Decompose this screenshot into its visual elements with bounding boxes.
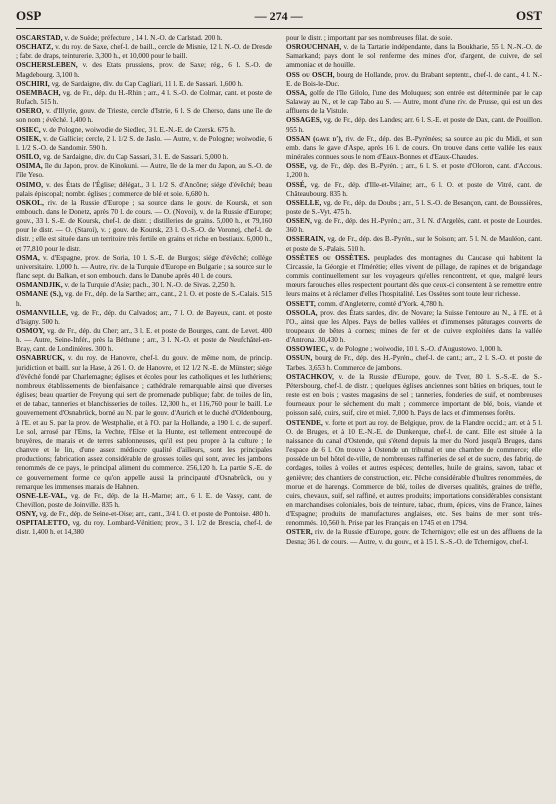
entry-text: v. de la Turquie d'Asie; pach., 30 l. N.-O. de Sivas. 2,250 h. bbox=[62, 281, 236, 290]
entry-text: bourg de Fr., dép. des H.-Pyrén., chef-l. de cant.; arr., 2 l. S.-O. et poste de Tarbes. 3,653 h. Commerce de jambons. bbox=[286, 354, 542, 372]
entry-text: bourg de Hollande, prov. du Brabant septentr., chef-l. de cant., 4 l. N.-E. de Bois-le-Duc. bbox=[286, 70, 542, 88]
entry-headword: OSIEK, bbox=[16, 134, 42, 143]
dictionary-entry bbox=[286, 300, 542, 309]
dictionary-entry bbox=[286, 34, 542, 43]
dictionary-entry bbox=[286, 71, 542, 89]
dictionary-entry bbox=[16, 309, 272, 327]
dictionary-entry bbox=[16, 61, 272, 79]
entry-headword: OSCARSTAD, bbox=[16, 34, 63, 42]
entry-headword: OSSÉ, bbox=[286, 180, 307, 189]
entry-headword: OSSETT, bbox=[286, 299, 316, 308]
dictionary-entry bbox=[16, 354, 272, 491]
entry-text: golfe de l'île Gilolo, l'une des Moluques; son entrée est déterminée par le cap Salaway au N., et le cap Tabo au S. — Autre, mont d'une riv. de Prusse, qui est un des affluens de la Vistule. bbox=[286, 88, 542, 116]
dictionary-entry bbox=[16, 34, 272, 43]
dictionary-entry bbox=[16, 80, 272, 89]
entry-text: vg. de Fr., dép. du H.-Rhin ; arr., 4 l. S.-O. de Colmar, cant. et poste de Rufach. 515 h. bbox=[16, 88, 272, 107]
entry-headword: OSIEC, bbox=[16, 125, 41, 134]
entry-text: v. de Pologne, woiwodie de Siedlec, 3 l. E.-N.-E. de Czersk. 675 h. bbox=[40, 125, 236, 134]
entry-text: pour le distr. ; important par ses nombreuses filat. de soie. bbox=[286, 34, 453, 42]
page-number: — 274 — bbox=[254, 9, 303, 23]
dictionary-entry bbox=[286, 235, 542, 253]
entry-headword: OSTENDE, bbox=[286, 418, 323, 427]
entry-headword: OSSELLE, bbox=[286, 198, 322, 207]
entry-text: vg. de Sardaigne, div. du Cap Sassari, 3 l. E. de Sassari. 5,000 h. bbox=[41, 153, 229, 162]
entry-text: v. de la Russie d'Europe, gouv. de Tver, 80 l. S.-S.-E. de S.-Pétersbourg, chef-l. de distr. ; quelques églises anciennes sont bâties en briques, tout le reste est en bois ; vastes magasins de sel ; tanneries, fonderies de suif, et nombreuses fourneaux pour le séchement du malt ; commerce important de blé, bois, viande et poisson salé, cuirs, suif, cire et miel. 7,000 h. Pays de lacs et d'immenses forêts. bbox=[286, 372, 542, 418]
entry-text: v. du roy. de Hanovre, chef-l. du gouv. de même nom, de princip. juridiction et baill. sur la Hase, à 26 l. O. de Hanovre, et 12 1/2 N.-E. de Münster; siége d'évêché fondé par Charlemagne; églises et écoles pour les catholiques et les luthériens; nombreux établissements de bienfaisance ; cathédrale remarquable ainsi que diverses églises; beau quartier de Freyung qui sert de promenade publique; fabr. de toiles de lin, et de tabac, tanneries et blanchisseries de toiles. 12,300 h., et 116,760 pour le baill. Le gouvernement d'Osnabrück, borné au N. par le gouv. d'Aurich et le duché d'Oldenbourg, à l'E. et au S. par la prov. de Westphalie, et à l'O. par la Hollande, a 190 l. c. de superf. Le sol, arrosé par l'Ems, la Vechte, l'Else et la Hunte, est tellement entrecoupé de bruyères, de marais et de terres sablonneuses, qu'il est peu propre à la culture ; le chanvre et le lin, d'une assez médiocre qualité d'ailleurs, sont les principales productions; fabrication assez considérable de grosses toiles qui sont, avec les jambons renommés de ce pays, le principal aliment du commerce. 256,120 h. La partie S.-E. de ce gouvernement forme ce qu'on appelle aussi la principauté d'Osnabrück, ou y remarque les immenses marais de Hahnen. bbox=[16, 354, 272, 491]
entry-text: v. des États de l'Église; délégat., 3 l. 1/2 S. d'Ancône; siége d'évêché; beau palais épiscopal; nombr. églises ; commerce de blé et soie. 6,680 h. bbox=[16, 180, 272, 198]
dictionary-entry bbox=[16, 153, 272, 162]
entry-text: vg. de Fr., dép. du Calvados; arr., 7 l. O. de Bayeux, cant. et poste d'Isigny. 500 h. bbox=[16, 308, 272, 326]
header-left-guide-word: OSP bbox=[16, 8, 42, 23]
entry-text: vg. de Fr., dép. du Doubs ; arr., 5 l. S.-O. de Besançon, cant. de Boussières, poste de S.-Vyt. 475 h. bbox=[286, 198, 542, 216]
entry-headword: OSKOL, bbox=[16, 198, 44, 207]
dictionary-entry bbox=[16, 43, 272, 61]
entry-headword: OSNE-LE-VAL, bbox=[16, 491, 68, 500]
entry-text: v. de Pologne ; woiwodie, 10 l. S.-O. d'Augustowo. 1,000 h. bbox=[327, 345, 503, 354]
entry-headword: OSSOWIEC, bbox=[286, 345, 328, 354]
entry-headword: OSSAGES, bbox=[286, 116, 322, 125]
entry-text: vg. de Fr., dép. de la Sarthe; arr., cant., 2 l. O. et poste de S.-Calais. 515 h. bbox=[16, 290, 272, 308]
entry-text: v. d'Illyrie, gouv. de Trieste, cercle d'Istrie, 6 l. S de Cherso, dans une île de son nom ; évêché. 1,400 h. bbox=[16, 107, 272, 125]
dictionary-entry bbox=[286, 373, 542, 419]
entry-headword: OSMANVILLE, bbox=[16, 308, 69, 317]
entry-text: vg. de Sardaigne, div. du Cap Cagliari, 11 l. E. de Sassari. 1,600 h. bbox=[49, 79, 243, 88]
entry-headword: OSERO, bbox=[16, 107, 44, 116]
dictionary-entry bbox=[16, 290, 272, 308]
entry-headword: OSTER, bbox=[286, 528, 313, 537]
entry-headword: OSS ou OSCH, bbox=[286, 70, 335, 79]
entry-headword: OSMA, bbox=[16, 253, 40, 262]
entry-text: v. du roy. de Saxe, chef-l. de baill., cercle de Misnie, 12 l. N.-O. de Dresde ; fabr. de draps, teinturerie. 3,300 h., et 10,000 pour le baill. bbox=[16, 43, 272, 61]
entry-headword: OSSOLA, bbox=[286, 308, 318, 317]
entry-headword: OSSERAIN, bbox=[286, 235, 326, 244]
dictionary-entry bbox=[16, 510, 272, 519]
right-column bbox=[286, 34, 542, 804]
dictionary-entry bbox=[286, 354, 542, 372]
entry-text: vg. de Fr., dép. d'Ille-et-Vilaine; arr., 6 l. O. et poste de Vitré, cant. de Châteaubourg. 835 h. bbox=[286, 180, 542, 198]
entry-headword: OSNY, bbox=[16, 510, 38, 519]
entry-headword: OSCHATZ, bbox=[16, 43, 54, 52]
dictionary-entry bbox=[286, 199, 542, 217]
entry-text: v. de Gallicie; cercle, 2 l. 1/2 S. de Jaslo. — Autre, v. de Pologne; woiwodie, 6 l. 1/2 S.-O. de Sandomir. 590 h. bbox=[16, 134, 272, 152]
dictionary-entry bbox=[16, 126, 272, 135]
entry-text: v. de la Tartarie indépendante, dans la Boukharie, 55 l. N.-N.-O. de Samarkand; pays dont le sol renferme des mines d'or, d'argent, de cuivre, de sel ammoniac et de houille. bbox=[286, 43, 542, 70]
dictionary-entry bbox=[286, 162, 542, 180]
entry-text: v. forte et port au roy. de Belgique, prov. de la Flandre occid.; arr. et à 5 l. O. de Bruges, et à 10 E.-N.-E. de Dunkerque, chef-l. de cant. Elle est située à la naissance du canal d'Ostende, qui s'étend depuis la mer du Nord jusqu'à Bruges, dans l'espace de 6 l. On trouve à Ostende un tribunal et une chambre de commerce; elle possède un bel hôtel de-ville, de nombreuses raffineries de sel et de sucre, des fabriq. de cordages, toiles à voiles et autres espèces; dentelles, huile de grains, savon, tabac et genièvre; des chantiers de construction, etc. Pêche considérable d'huîtres renommées, de morue et de harengs. Commerce de blé, toiles de diverses qualités, graines de trèfle, cuirs, chevaux, suif, sel raffiné, et autres produits; importations considérables consistant en marchandises coloniales, bois de teinture, tabac, rhum, épices, vins de France, laines d'Espagne; produits de manufactures anglaises, etc. Ses bains de mer sont très-renommés. 10,560 h. Prise par les Français en 1745 et en 1794. bbox=[286, 418, 542, 528]
dictionary-entry bbox=[286, 135, 542, 162]
entry-headword: OSSAN (gave d'), bbox=[286, 134, 343, 143]
entry-text: v. des Etats prussiens, prov. de Saxe; rég., 6 l. S.-O. de Magdebourg. 3,100 h. bbox=[16, 61, 272, 79]
dictionary-entry bbox=[16, 519, 272, 537]
entry-text: prov. des États sardes, div. de Novare; la Suisse l'entoure au N., à l'E. et à l'O., ainsi que les Alpes. Pays de belles vallées et d'immenses pâturages couverts de troupeaux de bêtes à cornes; mines de fer et de cuivre exploitées dans la vallée d'Antrona. 30,430 h. bbox=[286, 308, 542, 345]
header-rule bbox=[16, 28, 542, 29]
entry-headword: OSIMA, bbox=[16, 162, 43, 171]
dictionary-entry bbox=[286, 528, 542, 546]
left-column bbox=[16, 34, 272, 804]
entry-text: comm. d'Angleterre, comté d'York. 4,780 h. bbox=[315, 299, 444, 308]
entry-headword: OSSUN, bbox=[286, 354, 313, 363]
entry-headword: OSCHERSLEBEN, bbox=[16, 61, 78, 70]
entry-headword: OSTACHKOV, bbox=[286, 372, 335, 381]
entry-text: vg. de Fr., dép. des Landes; arr. 6 l. S.-E. et poste de Dax, cant. de Pouillon. 955 h. bbox=[286, 116, 542, 134]
dictionary-entry bbox=[286, 181, 542, 199]
dictionary-entry bbox=[286, 309, 542, 346]
dictionary-entry bbox=[16, 254, 272, 281]
entry-headword: OSSEN, bbox=[286, 217, 312, 226]
entry-headword: OSCHIRI, bbox=[16, 79, 50, 88]
entry-text: peuplades des montagnes du Caucase qui habitent la Circassie, la Géorgie et l'Imérétie; elles vivent de pillage, de rapines et de brigandage commis continuellement sur les voyageurs qu'elles rencontrent, et que, malgré leurs mœurs farouches elles respectent pourtant dès que ceux-ci consentent à se remettre entre leurs mains et à réclamer d'elles l'hospitalité. Les Ossètes sont toute leur richesse. bbox=[286, 253, 542, 299]
entry-headword: OSROUCHNAH, bbox=[286, 43, 342, 52]
entry-text: vg. de Fr., dép. des B.-Pyrén. ; arr., 6 l. S. et poste d'Oloron, cant. d'Accous. 1,200 h. bbox=[286, 162, 542, 180]
text-columns bbox=[16, 34, 542, 804]
entry-text: vg. de Fr., dép. de Seine-et-Oise; arr., cant., 3/4 l. O. et poste de Pontoise. 480 h. bbox=[37, 510, 271, 519]
dictionary-entry bbox=[16, 327, 272, 354]
dictionary-entry bbox=[16, 89, 272, 107]
entry-text: riv. de la Russie d'Europe ; sa source dans le gouv. de Koursk, et son embouch. dans le Donetz, après 70 l. de cours. — O. (Novoi), v. de la Russie d'Europe; gouv., 33 l. S.-E. de Koursk, chef-l. de distr. ; distilleries de grains. 5,000 h., et 79,160 pour le distr. — O. (Staroi), v. ; gouv. de Koursk, 23 l. O.-S.-O. de Voronej, chef-l. de distr. ; elle est située dans un territoire très fertile en grains et riche en bestiaux. 6,000 h., et 77,810 pour le distr. bbox=[16, 198, 272, 253]
dictionary-entry bbox=[286, 419, 542, 529]
entry-headword: OSILO, bbox=[16, 153, 42, 162]
dictionary-entry bbox=[286, 43, 542, 70]
dictionary-entry bbox=[16, 492, 272, 510]
entry-headword: OSMANE (S.), bbox=[16, 290, 64, 299]
dictionary-entry bbox=[286, 345, 542, 354]
entry-headword: OSEMBACH, bbox=[16, 88, 61, 97]
header-right-guide-word: OST bbox=[515, 8, 542, 23]
entry-text: v. de Suède; préfecture , 14 l. N.-O. de Carlstad. 200 h. bbox=[62, 34, 223, 42]
page-header bbox=[16, 8, 542, 26]
entry-text: vg. de Fr., dép. des H.-Pyrén.; arr., 3 l. N. d'Argelès, cant. et poste de Lourdes. 360 h. bbox=[286, 217, 542, 235]
dictionary-entry bbox=[286, 254, 542, 300]
dictionary-entry bbox=[286, 89, 542, 116]
entry-headword: OSMOY, bbox=[16, 327, 45, 335]
dictionary-entry bbox=[286, 116, 542, 134]
entry-headword: OSMANDJIK, bbox=[16, 281, 63, 290]
entry-headword: OSSE, bbox=[286, 162, 307, 171]
dictionary-entry bbox=[16, 135, 272, 153]
entry-text: vg. de Fr., dép. du Cher; arr., 3 l. E. et poste de Bourges, cant. de Levet. 400 h. — Autre, Seine-Infér., près la Béthune ; arr., 3 l. N.-O. et poste de Neufchâtel-en-Bray, cant. de Londinières. 300 h. bbox=[16, 327, 272, 354]
entry-text: île du Japon, prov. de Kinokuni. — Autre, île de la mer du Japon, au S.-O. de l'île Yeso. bbox=[16, 162, 272, 180]
dictionary-entry bbox=[16, 199, 272, 254]
entry-text: riv. de la Russie d'Europe, gouv. de Tchernigov; elle est un des affluens de la Desna; 36 l. de cours. — Autre, v. du gouv., et à 15 l. S.-S.-O. de Tchernigov, chef-l. bbox=[286, 528, 542, 546]
dictionary-entry bbox=[16, 107, 272, 125]
entry-headword: OSIMO, bbox=[16, 180, 44, 189]
entry-text: vg. du roy. Lombard-Vénitien; prov., 3 l. 1/2 de Brescia, chef-l. de distr. 1,400 h. et 14,380 bbox=[16, 519, 272, 537]
dictionary-entry bbox=[16, 281, 272, 290]
entry-headword: OSSÈTES ou OSSÈTES. bbox=[286, 253, 370, 262]
entry-text: vg. de Fr., dép. de la H.-Marne; arr., 6 l. E. de Vassy, cant. de Chevillon, poste de Joinville. 835 h. bbox=[16, 491, 272, 509]
dictionary-entry bbox=[16, 162, 272, 180]
entry-text: vg. de Fr., dép. des B.-Pyrén., sur le Soison; arr. 5 l. N. de Mauléon, cant. et poste de S.-Palais. 510 h. bbox=[286, 235, 542, 253]
entry-text: riv. de Fr., dép. des B.-Pyrénées; sa source au pic du Midi, et son emb. dans le gave d'Aspe, après 16 l. de cours. On trouve dans cette vallée les eaux minérales connues sous le nom d'Eaux-Bonnes et d'Eaux-Chaudes. bbox=[286, 134, 542, 162]
dictionary-entry bbox=[16, 181, 272, 199]
entry-headword: OSNABRUCK, bbox=[16, 354, 65, 363]
entry-headword: OSPITALETTO, bbox=[16, 519, 70, 528]
entry-headword: OSSA, bbox=[286, 88, 308, 97]
entry-text: v. d'Espagne, prov. de Soria, 10 l. S.-E. de Burgos; siége d'évêché; collège universitaire. 1,000 h. — Autre, riv. de la Turquie d'Europe en Bulgarie ; sa source sur le flanc sept. du Balkan, et son embouch. dans le Danube après 40 l. de cours. bbox=[16, 253, 272, 281]
dictionary-entry bbox=[286, 217, 542, 235]
